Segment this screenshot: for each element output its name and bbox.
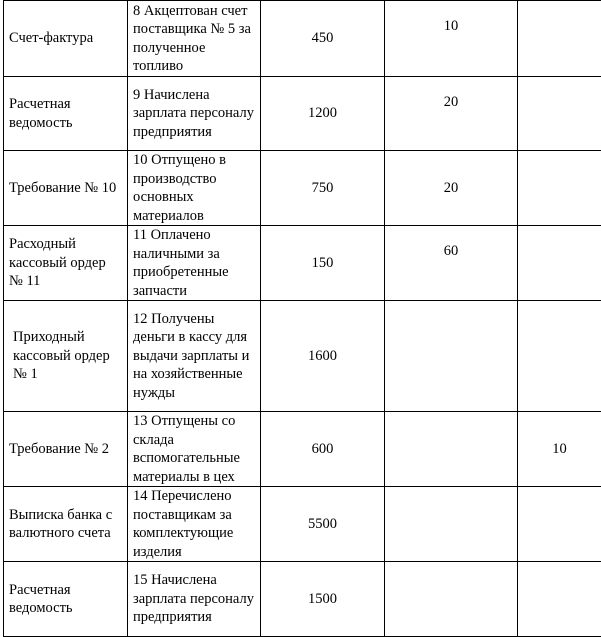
operation-cell: 11 Оплачено наличными за приобретенные запчасти: [128, 226, 261, 301]
table-row: [4, 151, 601, 226]
operation-cell: 8 Акцептован счет поставщика № 5 за полученное топливо: [128, 1, 261, 77]
account-cell: [385, 487, 518, 562]
document-cell: Счет-фактура: [4, 1, 128, 77]
table-row: [4, 301, 601, 412]
document-cell: Расчетная ведомость: [4, 77, 128, 151]
table-row: [4, 77, 601, 151]
amount-cell: 1600: [261, 301, 385, 412]
operation-cell: 9 Начислена зарплата персоналу предприятия: [128, 77, 261, 151]
account-cell: [385, 412, 518, 487]
operation-cell: 10 Отпущено в производство основных материалов: [128, 151, 261, 226]
account-cell: 20: [385, 151, 518, 226]
amount-cell: 1500: [261, 562, 385, 637]
ledger-table: [3, 0, 601, 637]
operation-cell: 14 Перечислено поставщикам за комплектующие изделия: [128, 487, 261, 562]
table-row: [4, 487, 601, 562]
amount-cell: 1200: [261, 77, 385, 151]
table-row: [4, 226, 601, 301]
operation-cell: 15 Начислена зарплата персоналу предприятия: [128, 562, 261, 637]
operation-cell: 13 Отпущены со склада вспомогательные материалы в цех: [128, 412, 261, 487]
document-cell: Расходный кассовый ордер № 11: [4, 226, 128, 301]
amount-cell: 5500: [261, 487, 385, 562]
extra-cell: [518, 226, 601, 301]
operation-cell: 12 Получены деньги в кассу для выдачи зарплаты и на хозяйственные нужды: [128, 301, 261, 412]
amount-cell: 150: [261, 226, 385, 301]
extra-cell: 10: [518, 412, 601, 487]
account-cell: 10: [385, 1, 518, 77]
extra-cell: [518, 1, 601, 77]
table-row: [4, 562, 601, 637]
document-cell: Расчетная ведомость: [4, 562, 128, 637]
extra-cell: [518, 77, 601, 151]
table-row: [4, 1, 601, 77]
document-cell: Требование № 2: [4, 412, 128, 487]
account-cell: 20: [385, 77, 518, 151]
document-cell: Требование № 10: [4, 151, 128, 226]
account-cell: [385, 301, 518, 412]
document-text: Приходный кассовый ордер № 1: [9, 328, 122, 384]
extra-cell: [518, 301, 601, 412]
account-cell: [385, 562, 518, 637]
amount-cell: 450: [261, 1, 385, 77]
amount-cell: 750: [261, 151, 385, 226]
extra-cell: [518, 487, 601, 562]
extra-cell: [518, 151, 601, 226]
document-cell: Выписка банка с валютного счета: [4, 487, 128, 562]
account-cell: 60: [385, 226, 518, 301]
document-cell: [4, 301, 128, 412]
extra-cell: [518, 562, 601, 637]
table-row: [4, 412, 601, 487]
amount-cell: 600: [261, 412, 385, 487]
